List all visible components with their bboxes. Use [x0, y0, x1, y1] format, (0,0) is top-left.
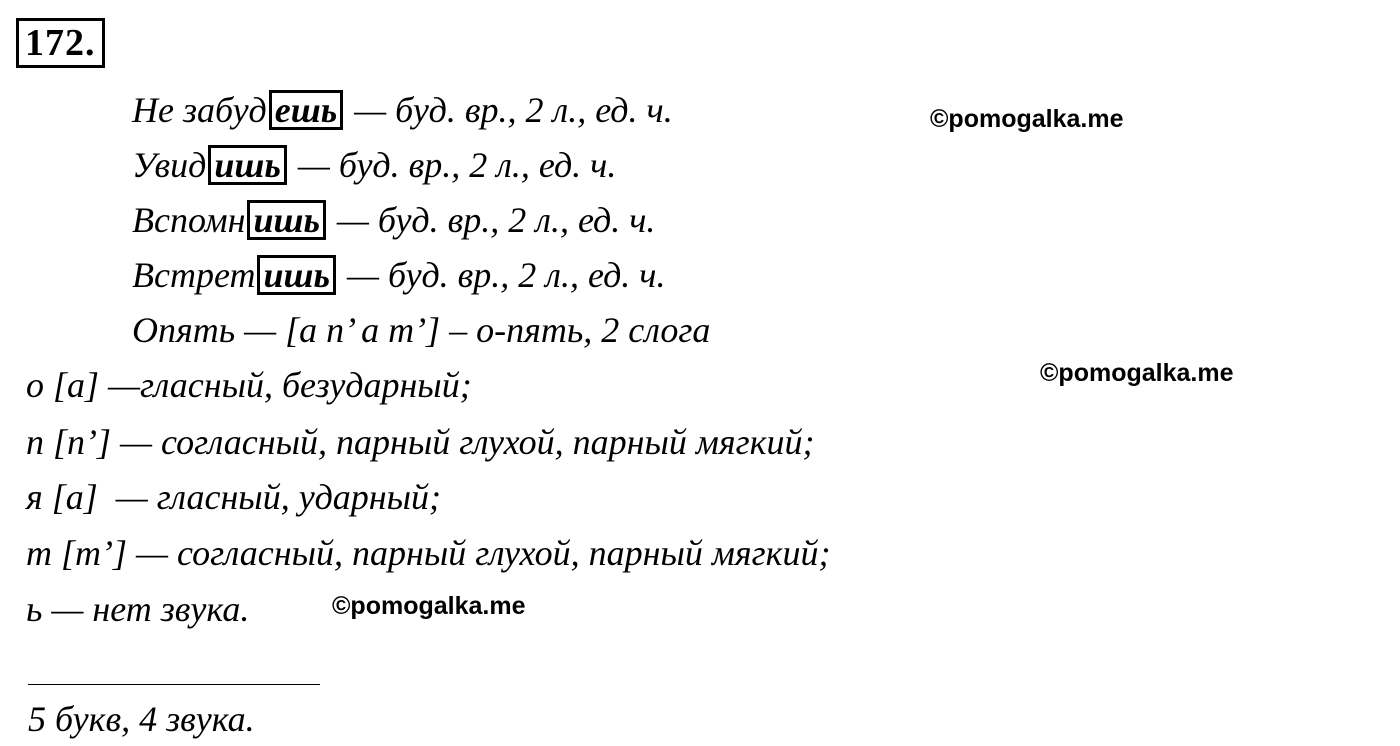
verb-line-1	[132, 88, 673, 132]
verb-ending-box: ишь	[247, 200, 325, 240]
watermark: ©pomogalka.me	[1040, 359, 1234, 387]
verb-line-4	[132, 253, 665, 297]
verb-stem: Вспомн	[132, 200, 246, 240]
verb-desc: — буд. вр., 2 л., ед. ч.	[327, 200, 656, 240]
verb-desc: — буд. вр., 2 л., ед. ч.	[345, 90, 673, 130]
summary: 5 букв, 4 звука.	[28, 699, 255, 739]
verb-desc: — буд. вр., 2 л., ед. ч.	[337, 255, 666, 295]
verb-stem: Увид	[132, 145, 207, 185]
verb-ending-box: ешь	[269, 90, 343, 130]
watermark: ©pomogalka.me	[930, 105, 1124, 133]
sound-line-3: я [а] — гласный, ударный;	[26, 477, 442, 517]
sound-line-2: п [п’] — согласный, парный глухой, парный мягкий;	[26, 422, 815, 462]
summary-divider	[28, 684, 320, 685]
verb-line-3	[132, 198, 655, 242]
verb-stem: Встрет	[132, 255, 256, 295]
exercise-number: 172.	[16, 18, 105, 68]
watermark: ©pomogalka.me	[332, 592, 526, 620]
verb-line-2	[132, 143, 616, 187]
verb-desc: — буд. вр., 2 л., ед. ч.	[288, 145, 617, 185]
sound-line-4: т [т’] — согласный, парный глухой, парный мягкий;	[26, 533, 831, 573]
verb-stem: Не забуд	[132, 90, 267, 130]
sound-line-1: о [а] —гласный, безударный;	[26, 365, 472, 405]
sound-line-5: ь — нет звука.	[26, 589, 250, 629]
word-analysis: Опять — [а п’ а т’] – о-пять, 2 слога	[132, 310, 711, 350]
verb-ending-box: ишь	[208, 145, 286, 185]
verb-ending-box: ишь	[257, 255, 335, 295]
